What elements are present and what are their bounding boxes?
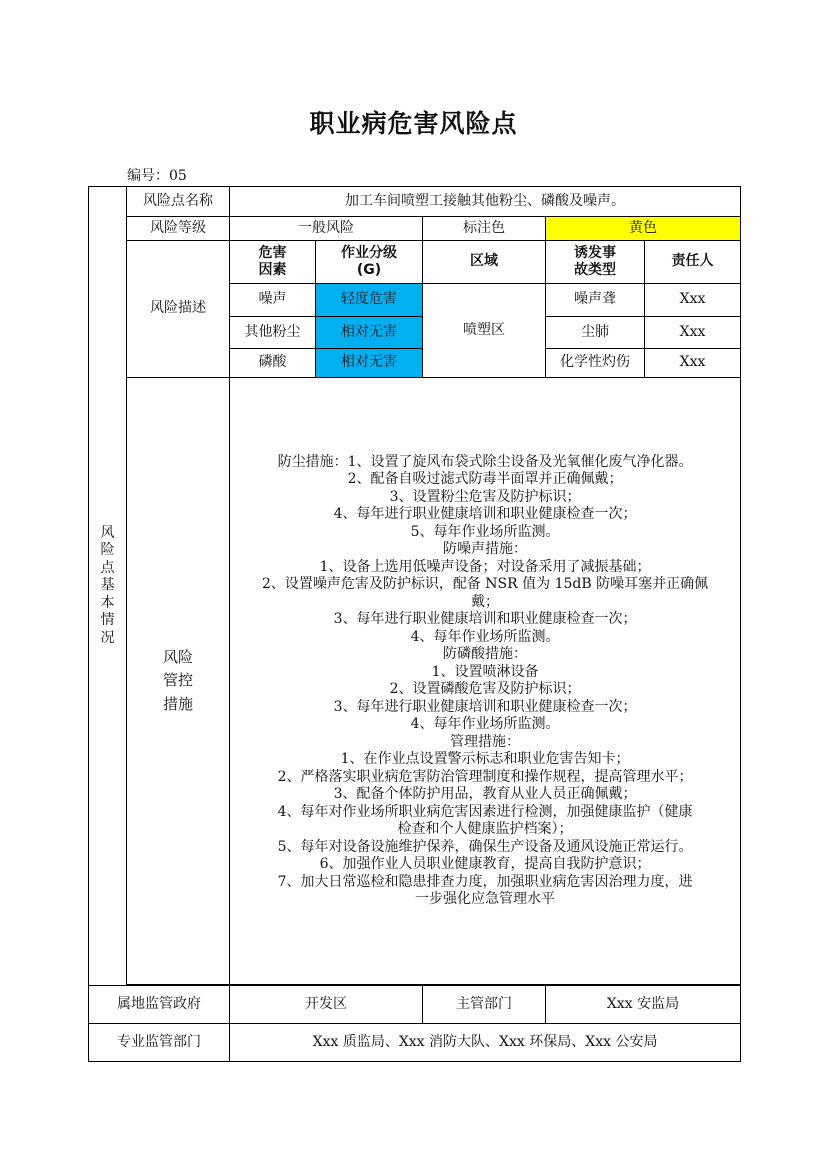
side-label-cell — [89, 187, 127, 986]
measure-line: 5、每年对设备设施维护保养，确保生产设备及通风设施正常运行。 — [277, 838, 693, 855]
measure-line: 1、设备上选用低噪声设备；对设备采用了减振基础； — [319, 558, 651, 575]
measure-line: 1、在作业点设置警示标志和职业危害告知卡； — [340, 751, 630, 767]
measure-line: 检查和个人健康监护档案）； — [397, 821, 573, 837]
document-code: 编号：05 — [127, 168, 187, 184]
factor-cell: 磷酸 — [230, 349, 316, 378]
measure-line: 2、设置磷酸危害及防护标识； — [389, 681, 581, 697]
measure-line: 1、设置喷淋设备 — [431, 663, 539, 680]
dept-value: Xxx 安监局 — [546, 986, 741, 1024]
accident-cell: 化学性灼伤 — [546, 349, 645, 378]
header-factor: 危害 因素 — [230, 241, 316, 284]
measure-line: 2、设置噪声危害及防护标识，配备 NSR 值为 15dB 防噪耳塞并正确佩 — [261, 576, 709, 592]
measure-line: 4、每年作业场所监测。 — [410, 628, 560, 645]
factor-cell: 噪声 — [230, 284, 316, 317]
risk-level-label: 风险等级 — [127, 217, 230, 241]
supervision-row — [89, 986, 741, 1024]
header-owner: 责任人 — [645, 241, 741, 284]
dept-label: 主管部门 — [423, 986, 546, 1024]
measure-line: 5、每年作业场所监测。 — [410, 523, 560, 540]
measure-list — [235, 454, 735, 909]
measure-line: 管理措施： — [450, 733, 521, 750]
owner-cell: Xxx — [645, 349, 741, 378]
measure-line: 2、严格落实职业病危害防治管理制度和操作规程，提高管理水平； — [277, 768, 693, 785]
owner-cell: Xxx — [645, 317, 741, 349]
measure-line: 戴； — [471, 593, 500, 610]
controls-label-cell — [127, 378, 230, 985]
grade-cell: 相对无害 — [316, 349, 423, 378]
owner-cell: Xxx — [645, 284, 741, 317]
grade-cell: 相对无害 — [316, 317, 423, 349]
special-supervision-row — [89, 1024, 741, 1062]
factor-cell: 其他粉尘 — [230, 317, 316, 349]
controls-measures — [230, 378, 741, 985]
header-accident: 诱发事 故类型 — [546, 241, 645, 284]
controls-row — [89, 378, 741, 985]
desc-header-row — [89, 241, 741, 284]
accident-cell: 噪声聋 — [546, 284, 645, 317]
color-label: 标注色 — [423, 217, 546, 241]
risk-level-value: 一般风险 — [230, 217, 423, 241]
risk-point-table — [88, 186, 741, 1062]
risk-name-row — [89, 187, 741, 217]
measure-line: 防尘措施：1、设置了旋风布袋式除尘设备及光氧催化废气净化器。 — [277, 453, 693, 470]
controls-label: 风险 管控 措施 — [162, 648, 193, 713]
risk-name-label: 风险点名称 — [127, 187, 230, 217]
page-title: 职业病危害风险点 — [309, 109, 518, 138]
measure-line: 4、每年进行职业健康培训和职业健康检查一次； — [333, 506, 637, 522]
header-area: 区域 — [423, 241, 546, 284]
measure-line: 4、每年对作业场所职业病危害因素进行检测，加强健康监护（健康 — [277, 803, 693, 820]
measure-line: 一步强化应急管理水平 — [415, 891, 556, 907]
area-cell: 喷塑区 — [423, 284, 546, 378]
risk-name-value: 加工车间喷塑工接触其他粉尘、磷酸及噪声。 — [230, 187, 741, 217]
measure-line: 3、每年进行职业健康培训和职业健康检查一次； — [333, 698, 637, 715]
gov-label: 属地监管政府 — [89, 986, 230, 1024]
measure-line: 3、设置粉尘危害及防护标识； — [389, 488, 581, 505]
special-value: Xxx 质监局、Xxx 消防大队、Xxx 环保局、Xxx 公安局 — [230, 1024, 741, 1062]
side-label: 风 险 点 基 本 情 况 — [100, 524, 115, 646]
header-grade: 作业分级 (G) — [316, 241, 423, 284]
grade-cell: 轻度危害 — [316, 284, 423, 317]
measure-line: 3、配备个体防护用品，教育从业人员正确佩戴； — [333, 786, 637, 802]
measure-line: 防磷酸措施： — [443, 646, 528, 662]
measure-line: 3、每年进行职业健康培训和职业健康检查一次； — [333, 611, 637, 627]
measure-line: 防噪声措施： — [443, 541, 528, 557]
measure-line: 6、加强作业人员职业健康教育，提高自我防护意识； — [319, 856, 651, 872]
accident-cell: 尘肺 — [546, 317, 645, 349]
special-label: 专业监管部门 — [89, 1024, 230, 1062]
color-value: 黄色 — [546, 217, 741, 241]
gov-value: 开发区 — [230, 986, 423, 1024]
risk-level-row — [89, 217, 741, 241]
measure-line: 7、加大日常巡检和隐患排查力度，加强职业病危害因治理力度，进 — [277, 873, 693, 890]
measure-line: 2、配备自吸过滤式防毒半面罩并正确佩戴； — [347, 471, 623, 487]
measure-line: 4、每年作业场所监测。 — [410, 716, 560, 732]
risk-desc-label: 风险描述 — [127, 241, 230, 378]
